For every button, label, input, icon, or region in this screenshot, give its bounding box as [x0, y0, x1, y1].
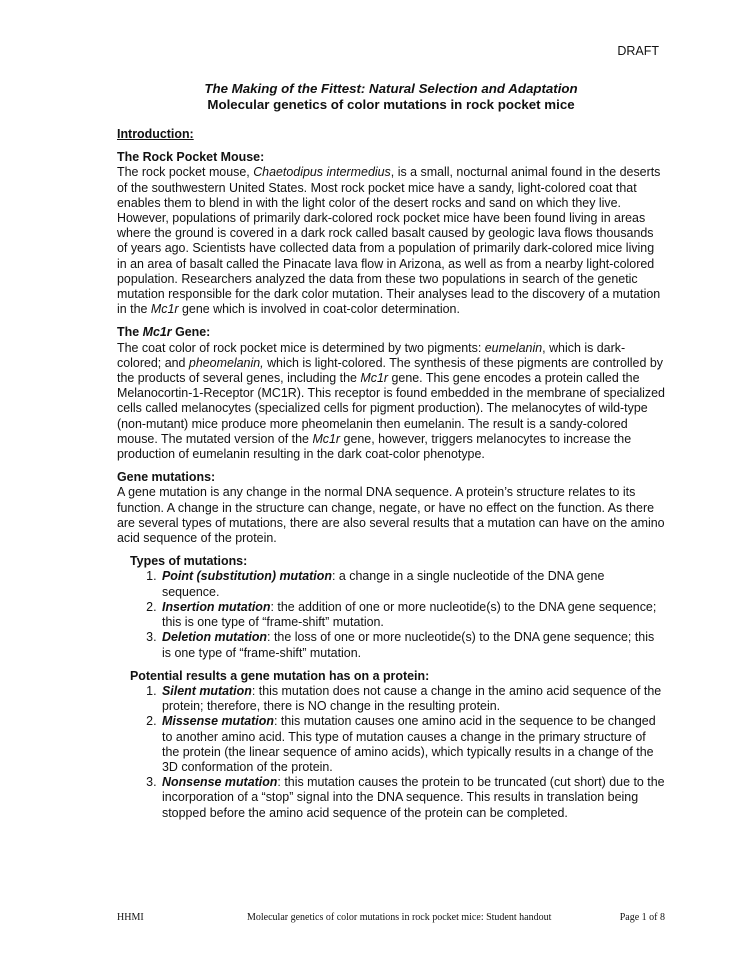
text-run: which is light-colored. The synthesis of these pigments are controlled by the products of several genes, including the	[117, 355, 663, 386]
list-item	[160, 684, 665, 714]
term: Insertion mutation	[162, 599, 271, 614]
gene-name: Mc1r	[312, 431, 341, 446]
mc1r-gene-paragraph	[117, 341, 665, 463]
definition: : this mutation causes one amino acid in the sequence to be changed to another amino acid. This type of mutation causes a change in the primary structure of the protein (the linear sequence of amino acids), which typically results in a change of the 3D conformation of the protein.	[162, 714, 656, 774]
document-body	[117, 81, 665, 829]
term: Missense mutation	[162, 714, 274, 729]
text-run: Gene:	[171, 325, 211, 340]
text-run: gene. This gene encodes a protein called the Melanocortin-1-Receptor (MC1R). This receptor is found embedded in the membrane of specialized cells called melanocytes (specialized cells for pigment production). The melanocytes of wild-type (non-mutant) mice produce more pheomelanin then eumelanin. The result is a sandy-colored mouse. The mutated version of the	[117, 371, 665, 446]
text-run: gene, however, triggers melanocytes to increase the production of eumelanin resulting in the dark coat-color phenotype.	[117, 431, 632, 462]
list-item	[160, 775, 665, 821]
text-run: The	[117, 325, 143, 340]
gene-mutations-paragraph: A gene mutation is any change in the normal DNA sequence. A protein’s structure relates to its function. A change in the structure can change, negate, or have no effect on the function. As there are several types of mutations, there are also several results that a mutation can have on the amino acid sequence of the protein.	[117, 485, 665, 546]
term: Nonsense mutation	[162, 775, 278, 790]
mc1r-gene-heading	[117, 325, 665, 340]
definition: : the addition of one or more nucleotide(s) to the DNA gene sequence; this is one type of “frame-shift” mutation.	[162, 599, 657, 630]
footer-org: HHMI	[117, 912, 144, 923]
types-of-mutations-block	[130, 554, 665, 660]
gene-mutations-heading: Gene mutations:	[117, 470, 216, 485]
gene-name: Mc1r	[150, 302, 179, 317]
definition: : a change in a single nucleotide of the DNA gene sequence.	[162, 569, 605, 599]
potential-results-block	[130, 669, 665, 821]
term: Deletion mutation	[162, 630, 268, 645]
introduction-label: Introduction:	[117, 127, 194, 141]
term: Point (substitution) mutation	[162, 569, 332, 584]
pigment-name: eumelanin	[484, 340, 543, 355]
text-run: , is a small, nocturnal animal found in the deserts of the southwestern United States. Most rock pocket mice have a sandy, light-colored coat that enables them to blend in with the light color of the desert rocks and sand on which they live. However, populations of primarily dark-colored rock pocket mice have been found living in areas where the ground is covered in a dark rock called basalt caused by geologic lava flows thousands of years ago. Scientists have collected data from a population of primarily dark-colored mice living in an area of basalt called the Pinacate lava flow in Arizona, as well as from a nearby light-colored population. Researchers analyzed the data from these two populations in search of the genetic mutation responsible for the dark color mutation. Their analyses lead to the discovery of a mutation in the	[117, 165, 661, 317]
page-number: Page 1 of 8	[619, 912, 665, 923]
rock-pocket-mouse-paragraph	[117, 165, 665, 317]
gene-name: Mc1r	[142, 325, 172, 340]
text-run: The coat color of rock pocket mice is determined by two pigments:	[117, 340, 485, 355]
definition: : the loss of one or more nucleotide(s) to the DNA gene sequence; this is one type of “frame-shift” mutation.	[162, 630, 655, 660]
text-run: The rock pocket mouse,	[117, 165, 254, 180]
draft-label: DRAFT	[617, 44, 659, 58]
types-of-mutations-list	[130, 569, 665, 660]
pigment-name: pheomelanin,	[188, 355, 264, 370]
definition: : this mutation does not cause a change in the amino acid sequence of the protein; therefore, there is NO change in the resulting protein.	[162, 683, 662, 714]
potential-results-heading: Potential results a gene mutation has on a protein:	[130, 668, 430, 683]
document-title: The Making of the Fittest: Natural Selection and Adaptation	[204, 81, 578, 96]
list-item	[160, 714, 665, 775]
rock-pocket-mouse-heading: The Rock Pocket Mouse:	[117, 150, 265, 165]
list-item	[160, 569, 665, 599]
types-of-mutations-heading: Types of mutations:	[130, 554, 248, 569]
species-name: Chaetodipus intermedius	[253, 165, 391, 180]
term: Silent mutation	[162, 683, 252, 698]
text-run: gene which is involved in coat-color determination.	[178, 302, 460, 317]
potential-results-list	[130, 684, 665, 821]
definition: : this mutation causes the protein to be truncated (cut short) due to the incorporation of a “stop” signal into the DNA sequence. This results in translation being stopped before the amino acid sequence of the protein can be completed.	[162, 775, 665, 820]
gene-name: Mc1r	[360, 371, 389, 386]
page-footer	[117, 912, 665, 923]
text-run: , which is dark-colored; and	[117, 340, 626, 370]
list-item	[160, 600, 665, 630]
footer-title: Molecular genetics of color mutations in rock pocket mice: Student handout	[247, 912, 552, 923]
list-item	[160, 630, 665, 660]
document-subtitle: Molecular genetics of color mutations in rock pocket mice	[207, 97, 575, 112]
